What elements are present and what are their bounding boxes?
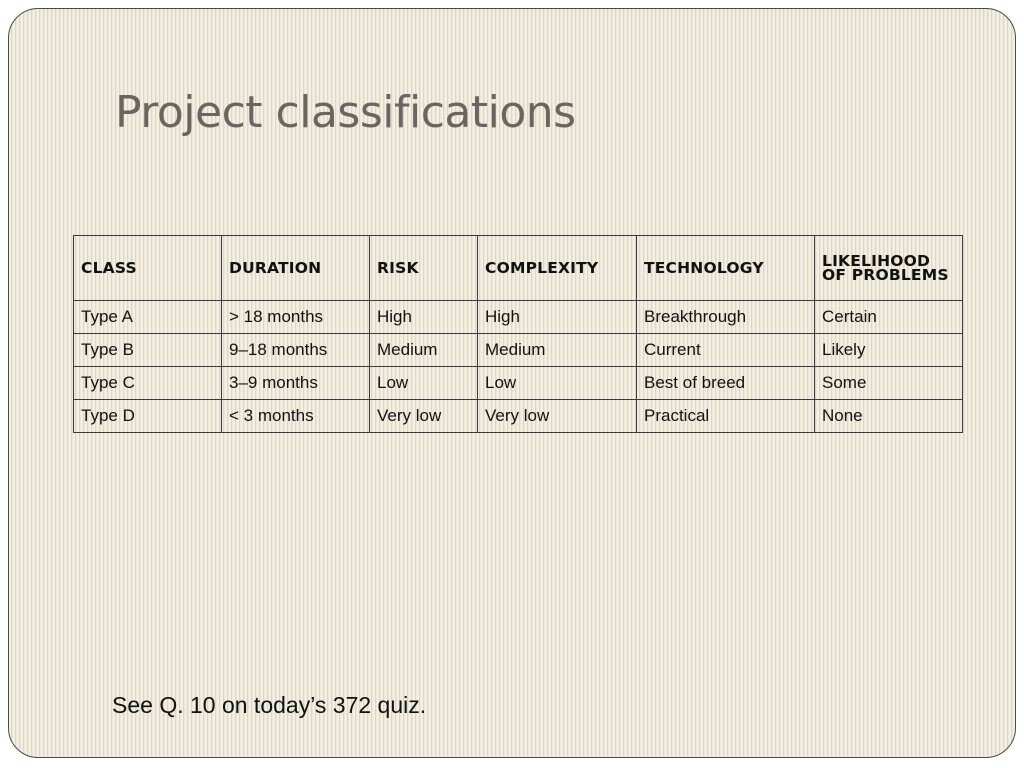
header-technology: TECHNOLOGY — [637, 236, 815, 301]
slide-title: Project classifications — [115, 87, 576, 138]
table-cell: None — [815, 400, 963, 433]
table-cell: Practical — [637, 400, 815, 433]
table-cell: Likely — [815, 334, 963, 367]
header-complexity: COMPLEXITY — [478, 236, 637, 301]
header-class: CLASS — [74, 236, 222, 301]
table-cell: < 3 months — [222, 400, 370, 433]
table-cell: Type B — [74, 334, 222, 367]
table-cell: Medium — [478, 334, 637, 367]
table-cell: Best of breed — [637, 367, 815, 400]
table-cell: Certain — [815, 301, 963, 334]
table-header-row — [74, 236, 963, 301]
table-cell: Medium — [370, 334, 478, 367]
table-cell: Current — [637, 334, 815, 367]
header-risk: RISK — [370, 236, 478, 301]
table-cell: High — [478, 301, 637, 334]
table-row — [74, 367, 963, 400]
project-classification-table — [73, 235, 963, 433]
table-row — [74, 301, 963, 334]
table-cell: Type A — [74, 301, 222, 334]
table-cell: Low — [370, 367, 478, 400]
header-likelihood-of-problems: LIKELIHOOD OF PROBLEMS — [815, 236, 963, 301]
slide — [8, 8, 1016, 758]
table-cell: Low — [478, 367, 637, 400]
table-cell: 3–9 months — [222, 367, 370, 400]
table-cell: High — [370, 301, 478, 334]
table-row — [74, 334, 963, 367]
table-cell: > 18 months — [222, 301, 370, 334]
table-cell: Type C — [74, 367, 222, 400]
table-row — [74, 400, 963, 433]
table-cell: Very low — [478, 400, 637, 433]
header-duration: DURATION — [222, 236, 370, 301]
table-cell: 9–18 months — [222, 334, 370, 367]
table-cell: Some — [815, 367, 963, 400]
table-cell: Very low — [370, 400, 478, 433]
footnote: See Q. 10 on today’s 372 quiz. — [112, 692, 427, 718]
table-cell: Breakthrough — [637, 301, 815, 334]
table-cell: Type D — [74, 400, 222, 433]
